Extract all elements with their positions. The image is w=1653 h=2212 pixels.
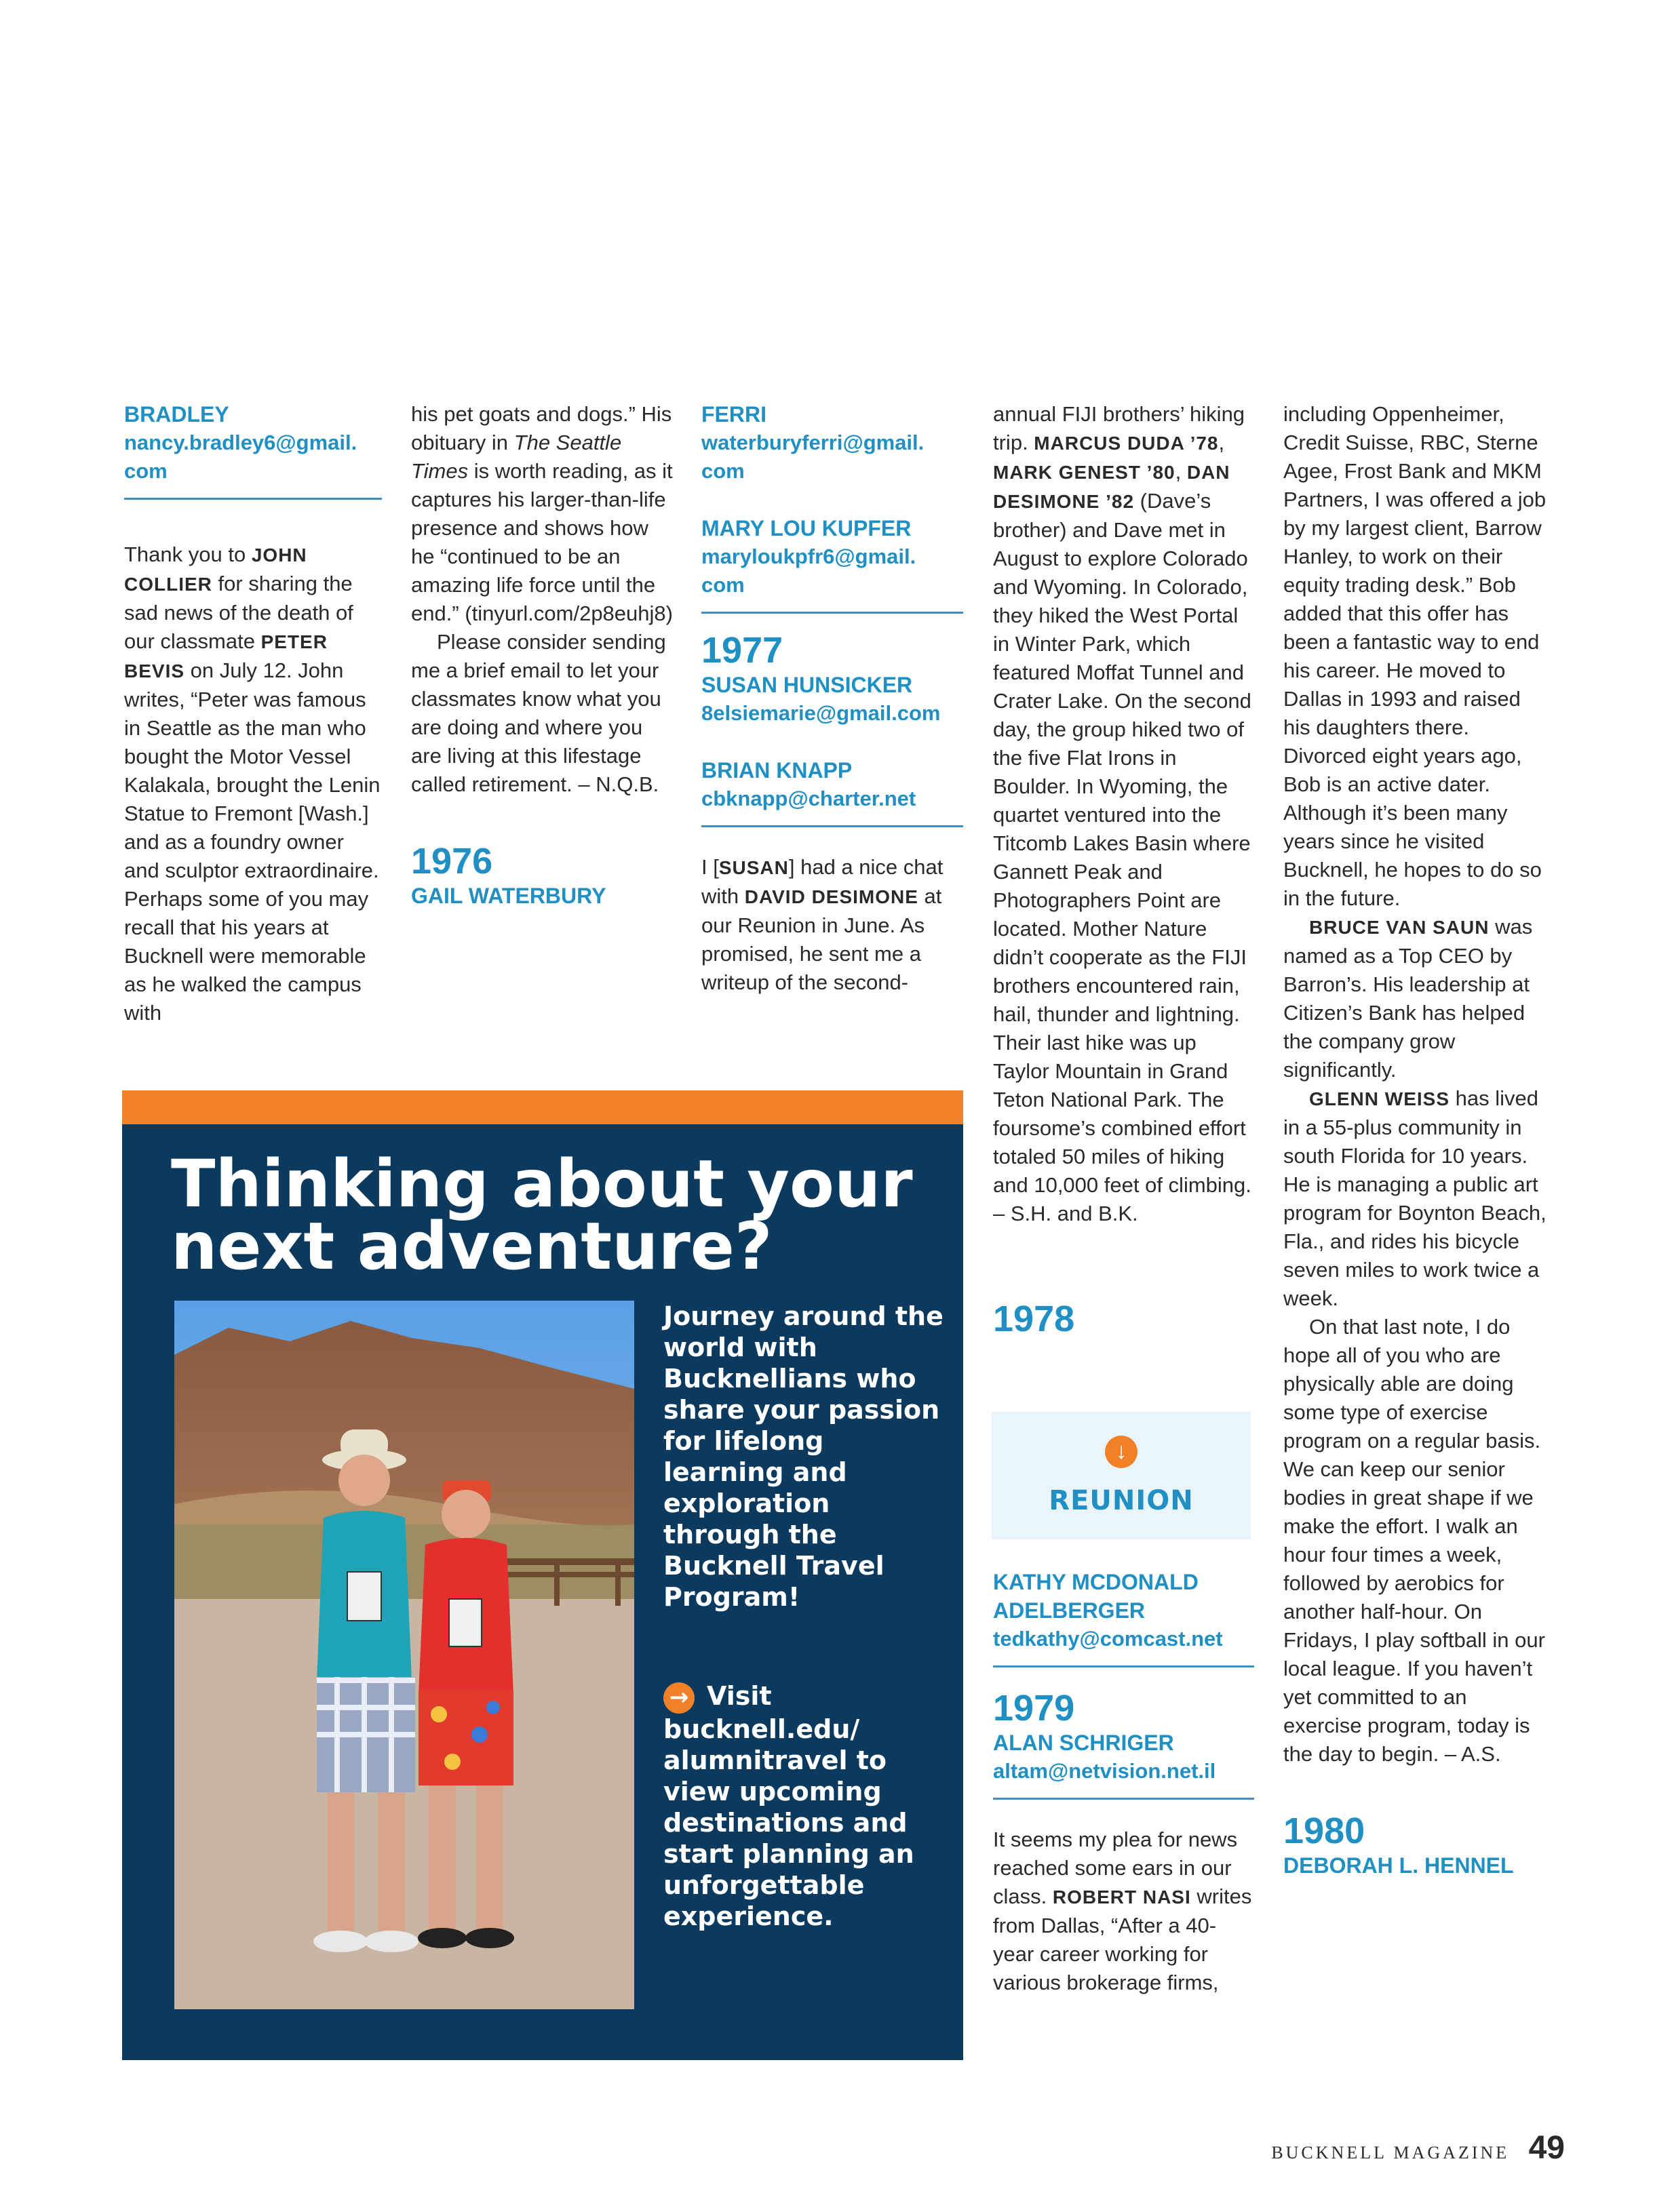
class-note-paragraph: Thank you to JOHN COLLIER for sharing the sad news of the death of our classmate PETER BEVIS on July 12. John writes, “Peter was famous in Seattle as the man who bought the Motor Vessel Kalakala, brought the Lenin Statue to Fremont [Wash.] and as a foundry owner and sculptor extraordinaire. Perhaps some of you may recall that his years at Bucknell were memorable as he walked the campus with — [124, 542, 381, 1025]
class-year-heading: 1980 — [1283, 1811, 1365, 1851]
class-secretary-email[interactable]: cbknapp@charter.net — [701, 787, 916, 810]
column-4-lower — [993, 1568, 1254, 1997]
arrow-right-icon: → — [663, 1682, 695, 1714]
magazine-name: BUCKNELL MAGAZINE — [1271, 2143, 1510, 2162]
class-note-paragraph: his pet goats and dogs.” His obituary in The Seattle Times is worth reading, as it captures his larger-than-life presence and shows how he “continued to be an amazing life force until the end.” (tinyurl.com/2p8euhj8) — [411, 402, 673, 625]
divider — [993, 1665, 1254, 1667]
class-secretary-email[interactable]: altam@netvision.net.il — [993, 1759, 1216, 1783]
class-secretary-name: GAIL WATERBURY — [411, 884, 606, 908]
class-secretary-name: BRIAN KNAPP — [701, 758, 853, 783]
class-secretary-email[interactable]: tedkathy@comcast.net — [993, 1627, 1223, 1651]
divider — [124, 498, 382, 500]
ad-cta-text: Visit bucknell.edu/ alumnitravel to view upcoming destinations and start planning an unforgettable experience. — [663, 1681, 914, 1931]
class-secretary-email[interactable]: 8elsiemarie@gmail.com — [701, 701, 941, 725]
class-year-heading: 1978 — [993, 1299, 1075, 1339]
ad-call-to-action[interactable] — [663, 1680, 955, 1932]
divider — [701, 612, 963, 614]
class-note-paragraph: It seems my plea for news reached some ears in our class. ROBERT NASI writes from Dallas, “After a 40-year career working for various brokerage firms, — [993, 1828, 1252, 1994]
travelers-photo — [174, 1301, 634, 2009]
class-note-paragraph: annual FIJI brothers’ hiking trip. MARCUS DUDA ’78, MARK GENEST ’80, DAN DESIMONE ’82 (Dave’s brother) and Dave met in August to explore Colorado and Wyoming. In Colorado, they hiked the West Portal in Winter Park, which featured Moffat Tunnel and Crater Lake. On the second day, the group hiked two of the five Flat Irons in Boulder. In Wyoming, the quartet ventured into the Titcomb Lakes Basin where Gannett Peak and Photographers Point are located. Mother Nature didn’t cooperate as the FIJI brothers encountered rain, hail, thunder and lightning. Their last hike was up Taylor Mountain in Grand Teton National Park. The foursome’s combined effort totaled 50 miles of hiking and 10,000 feet of climbing. – S.H. and B.K. — [993, 402, 1251, 1225]
ad-body-text: Journey around the world with Bucknellians who share your passion for lifelong learning and exploration through the Bucknell Travel Program! — [663, 1301, 944, 1612]
class-note-paragraph: I [SUSAN] had a nice chat with DAVID DESIMONE at our Reunion in June. As promised, he sent me a writeup of the second- — [701, 855, 944, 994]
column-1 — [124, 400, 382, 1027]
class-secretary-name: SUSAN HUNSICKER — [701, 673, 913, 697]
class-note-paragraph: BRUCE VAN SAUN was named as a Top CEO by Barron’s. His leadership at Citizen’s Bank has helped the company grow significantly. — [1283, 915, 1533, 1082]
column-3 — [701, 400, 963, 997]
ad-accent-bar — [122, 1090, 963, 1124]
arrow-down-icon: ↓ — [1105, 1436, 1137, 1468]
travelers-photo-illustration — [174, 1301, 634, 2009]
class-year-heading: 1976 — [411, 841, 493, 882]
class-secretary-email[interactable]: waterburyferri@gmail. com — [701, 431, 925, 483]
class-note-paragraph: including Oppenheimer, Credit Suisse, RBC, Sterne Agee, Frost Bank and MKM Partners, I was offered a job by my largest client, Barrow Hanley, to work on their equity trading desk.” Bob added that this offer has been a fantastic way to end his career. He moved to Dallas in 1993 and raised his daughters there. Divorced eight years ago, Bob is an active dater. Although it’s been many years since he visited Bucknell, he hopes to do so in the future. — [1283, 402, 1547, 910]
ad-headline: Thinking about your next adventure? — [171, 1146, 913, 1284]
column-4 — [993, 400, 1254, 1339]
class-secretary-name: KATHY MCDONALD ADELBERGER — [993, 1570, 1199, 1623]
class-note-paragraph: Please consider sending me a brief email to let your classmates know what you are doing and where you are living at this lifestage called retirement. – N.Q.B. — [411, 630, 666, 796]
class-secretary-email[interactable]: nancy.bradley6@gmail. com — [124, 431, 357, 483]
page-footer — [1271, 2129, 1565, 2170]
class-secretary-email[interactable]: maryloukpfr6@gmail. com — [701, 545, 916, 597]
class-secretary-name: ALAN SCHRIGER — [993, 1731, 1174, 1755]
column-2 — [411, 400, 673, 910]
class-year-heading: 1977 — [701, 630, 783, 671]
class-secretary-name: DEBORAH L. HENNEL — [1283, 1853, 1514, 1878]
divider — [993, 1798, 1254, 1800]
class-secretary-name: MARY LOU KUPFER — [701, 516, 912, 540]
divider — [701, 825, 963, 827]
class-note-paragraph: On that last note, I do hope all of you who are physically able are doing some type of exercise program on a regular basis. We can keep our senior bodies in great shape if we make the effort. I walk an hour four times a week, followed by aerobics for another half-hour. On Fridays, I play softball in our local league. If you haven’t yet committed to an exercise program, today is the day to begin. – A.S. — [1283, 1315, 1545, 1766]
class-secretary-name: BRADLEY — [124, 402, 229, 427]
reunion-label: REUNION — [1049, 1485, 1194, 1516]
column-5 — [1283, 400, 1548, 1880]
reunion-badge — [992, 1412, 1251, 1539]
page-number: 49 — [1528, 2130, 1565, 2166]
class-note-paragraph: GLENN WEISS has lived in a 55-plus community in south Florida for 10 years. He is managing a public art program for Boynton Beach, Fla., and rides his bicycle seven miles to work twice a week. — [1283, 1086, 1547, 1310]
class-year-heading: 1979 — [993, 1688, 1075, 1729]
class-secretary-name: FERRI — [701, 402, 766, 427]
